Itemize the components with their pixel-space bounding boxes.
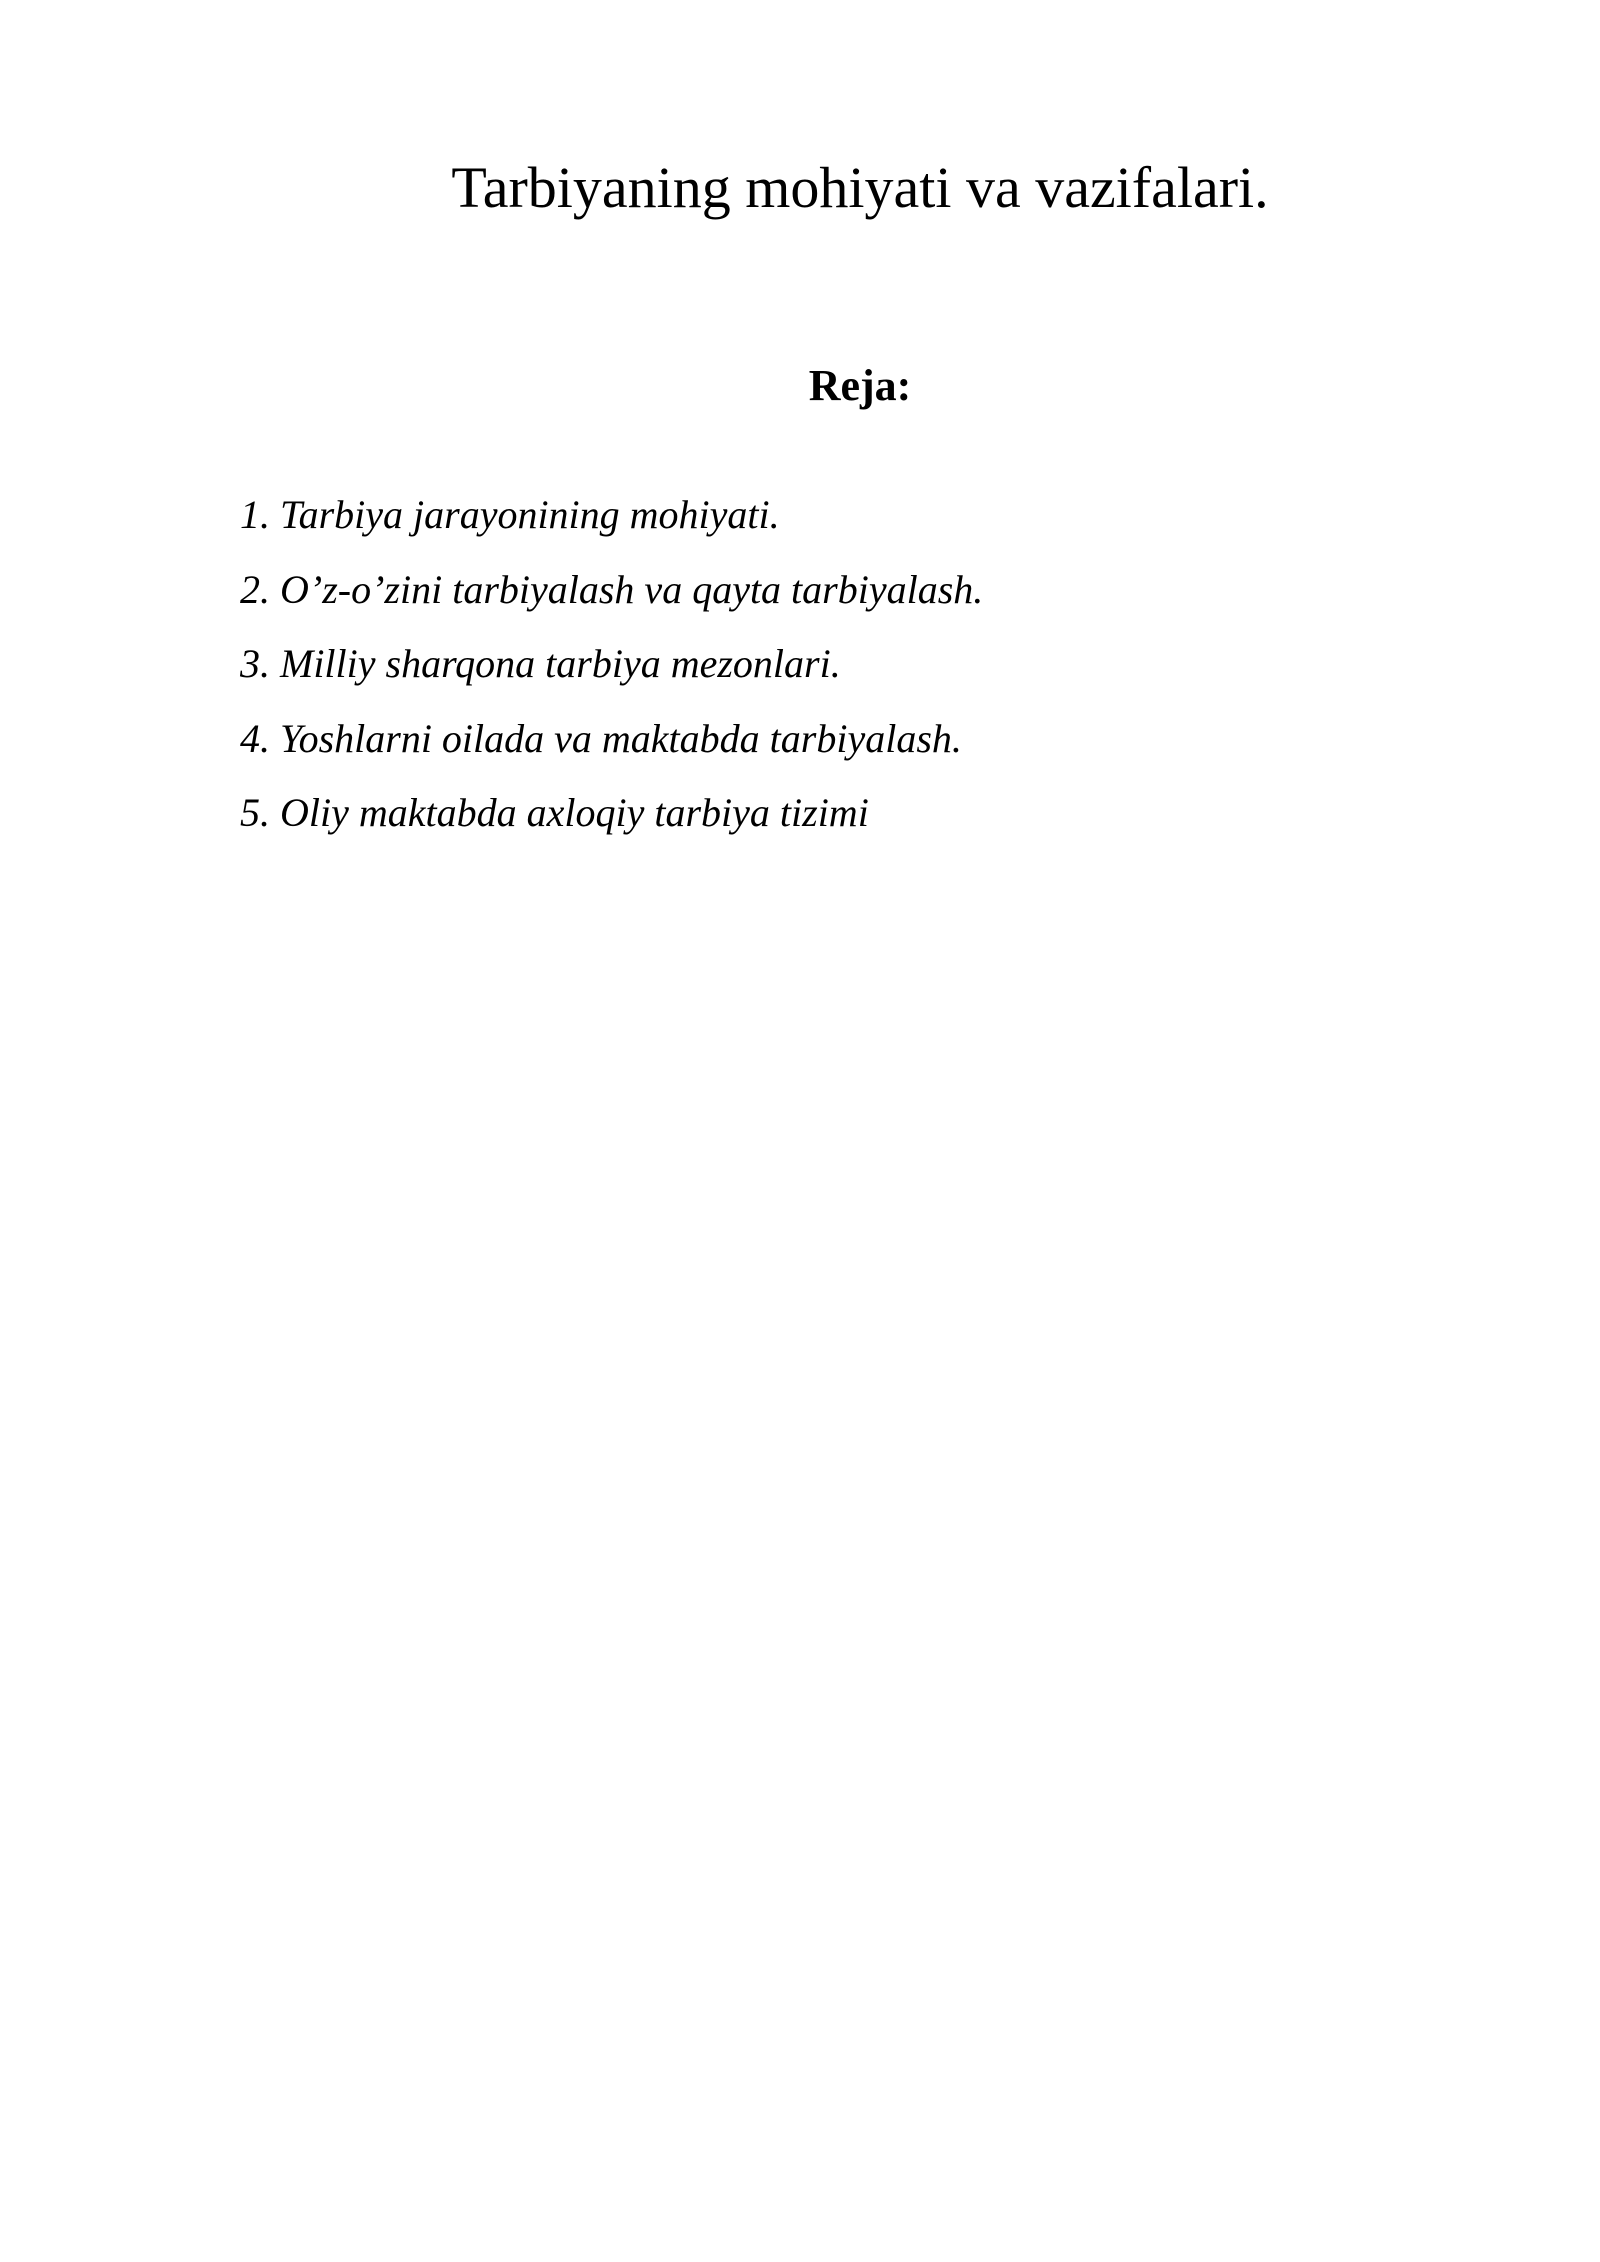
plan-item: 1. Tarbiya jarayonining mohiyati. xyxy=(240,492,780,537)
plan-item: 3. Milliy sharqona tarbiya mezonlari. xyxy=(240,641,841,686)
plan-item: 5. Oliy maktabda axloqiy tarbiya tizimi xyxy=(240,790,869,835)
plan-item: 4. Yoshlarni oilada va maktabda tarbiyalash. xyxy=(240,715,962,761)
document-title: Tarbiyaning mohiyati va vazifalari. xyxy=(451,155,1269,220)
plan-item: 2. O’z-o’zini tarbiyalash va qayta tarbiyalash. xyxy=(240,566,984,612)
plan-heading: Reja: xyxy=(808,361,912,410)
plan-list xyxy=(240,478,983,851)
